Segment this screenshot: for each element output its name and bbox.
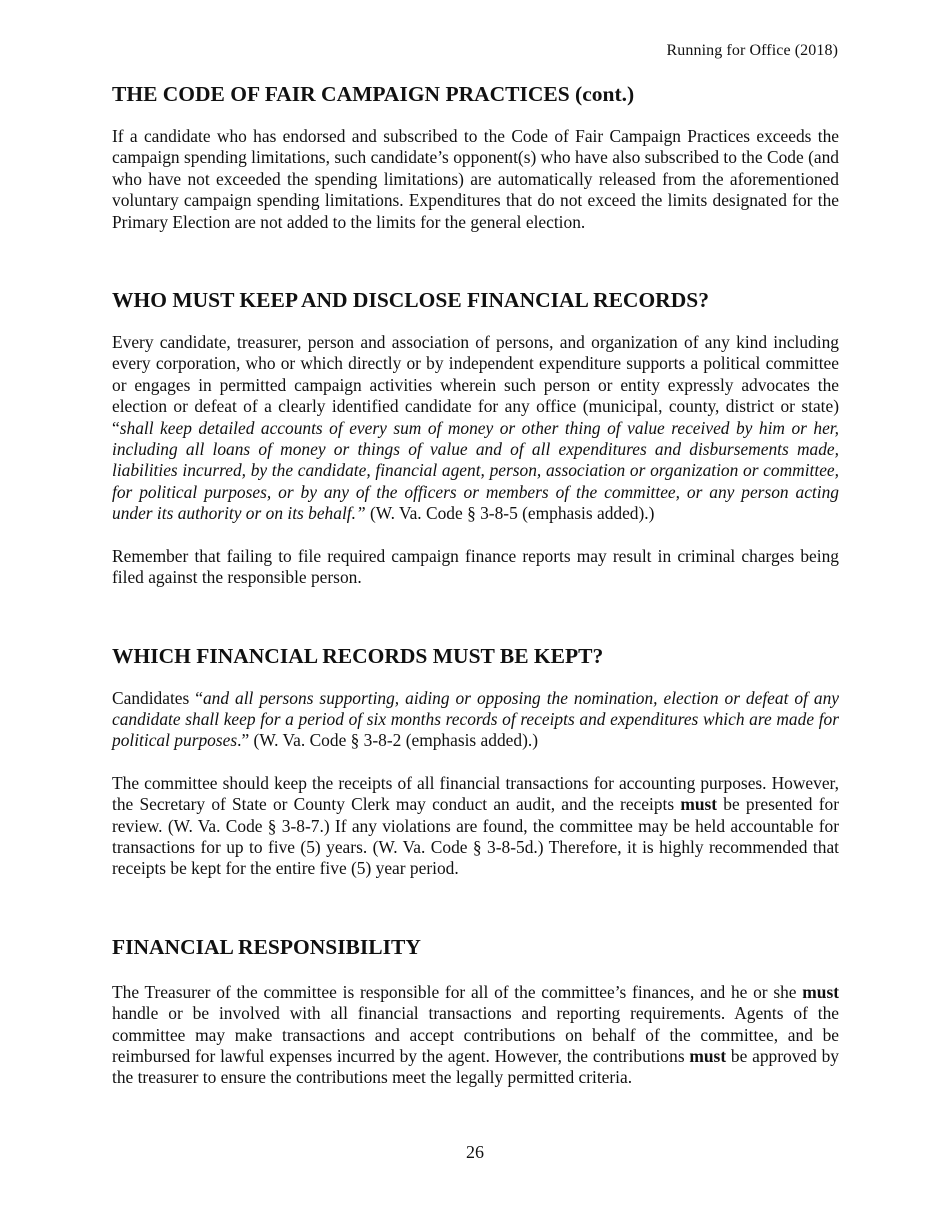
text-run: be presented for review. (W. Va. Code § 3-8-7.) If any violations are found, the committee may be held accountable for transactions for up to five (5) years. (W. Va. Code § 3-8-5d.) Therefore, it is highly recommended that receipts be kept for the entire five (5) year period.	[112, 794, 839, 879]
quoted-statute-text: and all persons supporting, aiding or opposing the nomination, election or defeat of any candidate shall keep for a period of six months records of receipts and expenditures which are made for political purposes	[112, 687, 840, 751]
text-run: Candidates “	[112, 687, 203, 708]
paragraph-criminal-charges: Remember that failing to file required campaign finance reports may result in criminal charges being filed against the responsible person.	[112, 545, 839, 588]
text-run: handle or be involved with all financial transactions and reporting requirements. Agents of the committee may make transactions and accept contributions on behalf of the committee, and be reimbursed for lawful expenses incurred by the agent. However, the contributions	[112, 1003, 839, 1066]
section-heading-which-records: WHICH FINANCIAL RECORDS MUST BE KEPT?	[112, 643, 604, 668]
paragraph-receipts-audit	[112, 773, 839, 880]
citation: (W. Va. Code § 3-8-5 (emphasis added).)	[365, 503, 655, 524]
emphasis-must: must	[689, 1045, 727, 1066]
emphasis-must: must	[802, 981, 839, 1002]
section-heading-financial-responsibility: FINANCIAL RESPONSIBILITY	[112, 934, 421, 959]
page-content	[112, 80, 839, 1089]
paragraph-spending-limits: If a candidate who has endorsed and subscribed to the Code of Fair Campaign Practices exceeds the campaign spending limitations, such candidate’s opponent(s) who have also subscribed to the Code (and who have not exceeded the spending limitations) are automatically released from the aforementioned voluntary campaign spending limitations. Expenditures that do not exceed the limits designated for the Primary Election are not added to the limits for the general election.	[112, 126, 839, 232]
emphasis-must: must	[680, 794, 718, 815]
section-heading-who-must-keep: WHO MUST KEEP AND DISCLOSE FINANCIAL RECORDS?	[112, 288, 709, 313]
section-heading-code-fair-campaign: THE CODE OF FAIR CAMPAIGN PRACTICES (cont.)	[112, 82, 635, 106]
text-run: The committee should keep the receipts of all financial transactions for accounting purposes. However, the Secretary of State or County Clerk may conduct an audit, and the receipts	[112, 772, 839, 815]
page-number: 26	[466, 1142, 484, 1162]
paragraph-candidates-records	[112, 688, 839, 752]
text-run: The Treasurer of the committee is responsible for all of the committee’s finances, and he or she	[112, 981, 803, 1002]
paragraph-treasurer-responsibility	[112, 982, 839, 1089]
paragraph-who-must-keep	[112, 332, 839, 525]
running-header: Running for Office (2018)	[666, 42, 838, 59]
text-run: Every candidate, treasurer, person and association of persons, and organization of any kind including every corporation, who or which directly or by independent expenditure supports a political committee or engages in permitted campaign activities wherein such person or entity expressly advocates the election or defeat of a clearly identified candidate for any office (municipal, county, district or state) “	[112, 332, 839, 438]
quoted-statute-text: shall keep detailed accounts of every sum of money or other thing of value received by him or her, including all loans of money or things of value and of all expenditures and disbursements made, liabilities incurred, by the candidate, financial agent, person, association or organization or committee, for political purposes, or by any of the officers or members of the committee, or any person acting under its authority or on its behalf.”	[112, 417, 839, 524]
citation: .” (W. Va. Code § 3-8-2 (emphasis added).)	[237, 730, 539, 751]
text-run: be approved by the treasurer to ensure the contributions meet the legally permitted criteria.	[112, 1045, 839, 1088]
